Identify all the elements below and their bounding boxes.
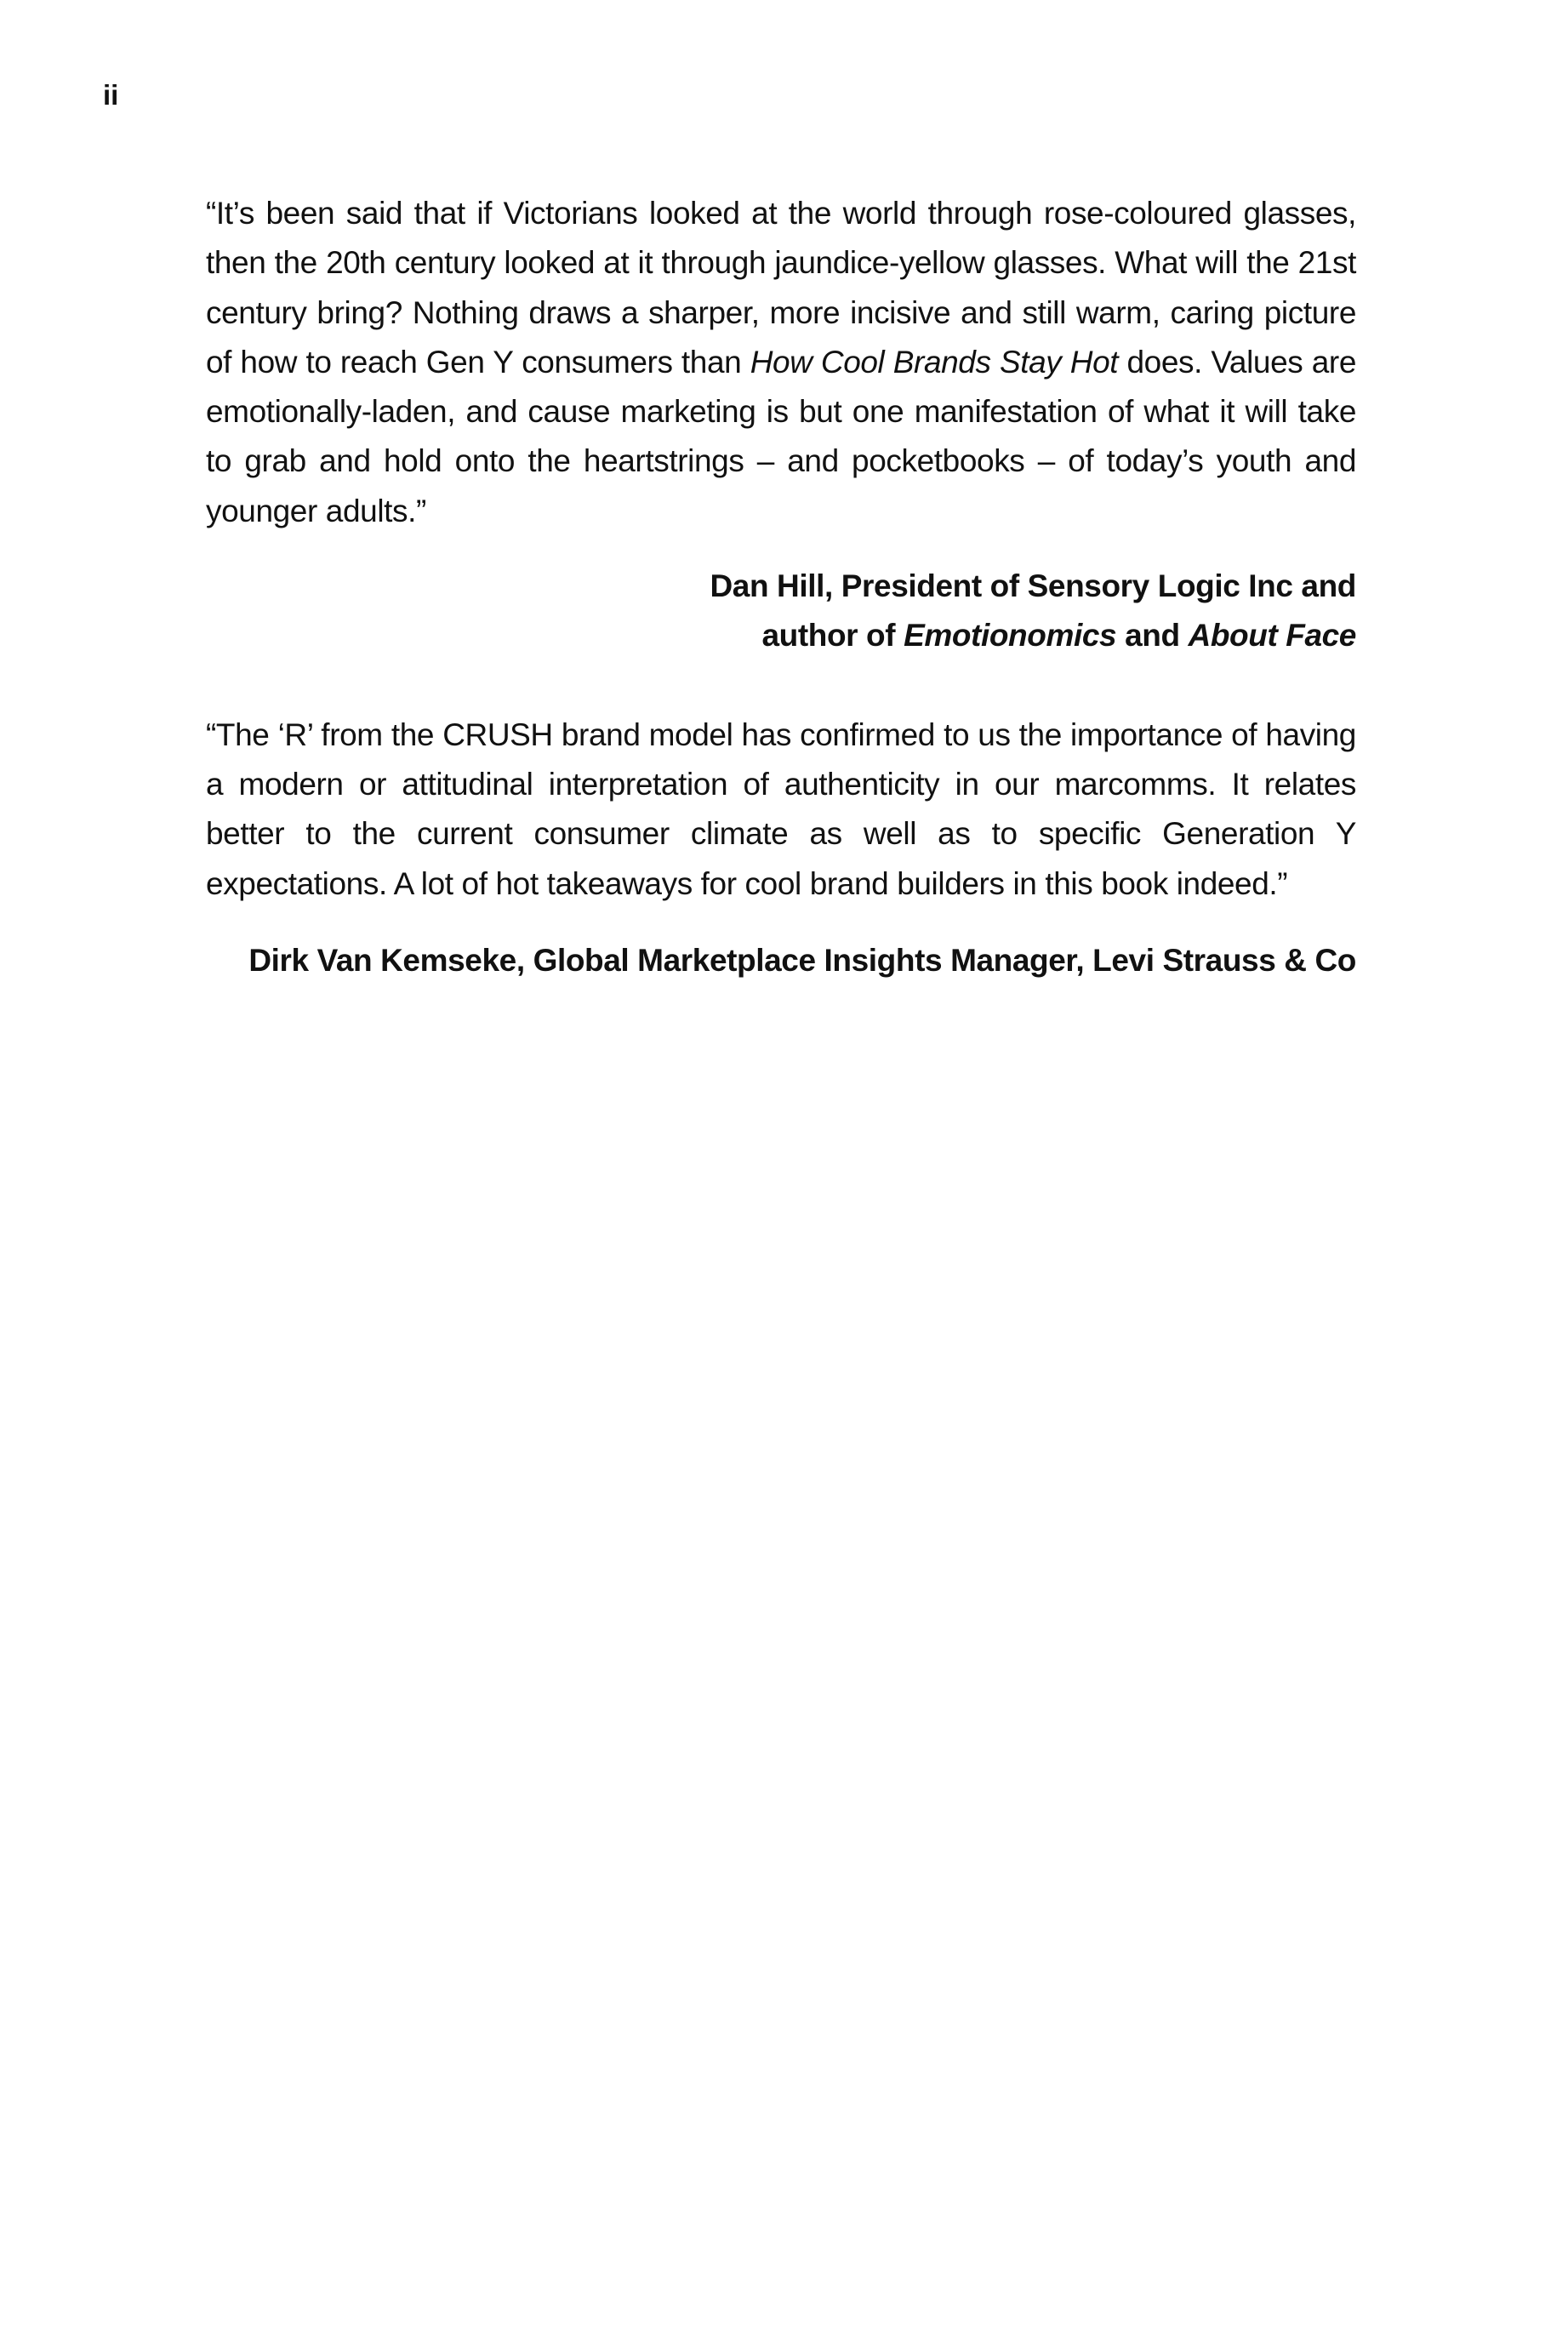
endorsement-quote-1 (206, 189, 1356, 536)
attribution-1-book-2: About Face (1188, 618, 1356, 654)
endorsement-attribution-2: Dirk Van Kemseke, Global Marketplace Insights Manager, Levi Strauss & Co (248, 942, 1356, 978)
quote-1-text-start: “It’s been said that if Victorians looked at the world through rose-coloured glasses, then the 20th century looked at it through jaundice-yellow glasses. What will the 21st century bring? Nothing draws a sharper, more incisive and still warm, caring picture of how to reach Gen Y consumers than (206, 196, 1356, 380)
page-number: ii (103, 79, 119, 111)
endorsement-attribution-1 (206, 562, 1356, 661)
attribution-1-line-1: Dan Hill, President of Sensory Logic Inc and (710, 568, 1356, 604)
attribution-1-joiner: and (1116, 618, 1189, 654)
attribution-1-book-1: Emotionomics (904, 618, 1117, 654)
endorsements (206, 189, 1356, 985)
book-title: How Cool Brands Stay Hot (750, 344, 1119, 380)
quote-1-text-end: does. Values are emotionally-laden, and cause marketing is but one manifestation of what it will take to grab and hold onto the heartstrings – and pocketbooks – of today’s youth and younger adults.” (206, 344, 1356, 528)
endorsement-quote-2: “The ‘R’ from the CRUSH brand model has confirmed to us the importance of having a modern or attitudinal interpretation of authenticity in our marcomms. It relates better to the current consumer climate as well as to specific Generation Y expectations. A lot of hot takeaways for cool brand builders in this book indeed.” (206, 716, 1356, 901)
attribution-1-prefix: author of (761, 618, 904, 654)
